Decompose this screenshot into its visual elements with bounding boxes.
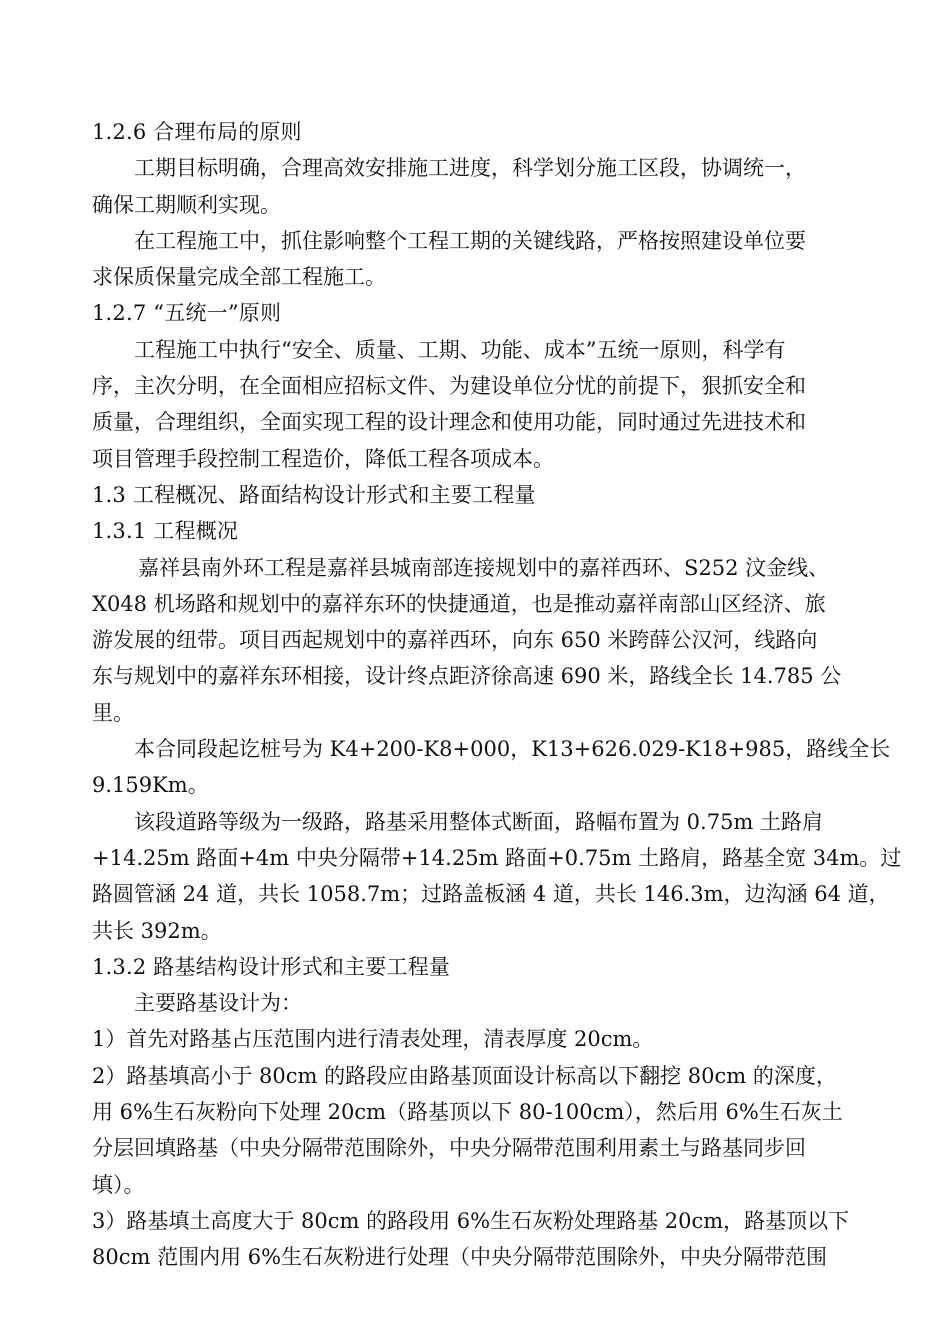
section-heading-1-3: 1.3 工程概况、路面结构设计形式和主要工程量 — [92, 482, 536, 507]
paragraph-line: 路圆管涵 24 道，共长 1058.7m；过路盖板涵 4 道，共长 146.3m，边沟涵 64 道， — [92, 882, 890, 907]
paragraph-line: 游发展的纽带。项目西起规划中的嘉祥西环，向东 650 米跨薛公汉河，线路向 — [92, 628, 818, 653]
list-item: 2）路基填高小于 80cm 的路段应由路基顶面设计标高以下翻挖 80cm 的深度， — [92, 1063, 837, 1088]
paragraph-line: 项目管理手段控制工程造价，降低工程各项成本。 — [92, 446, 554, 471]
paragraph-line: 确保工期顺利实现。 — [92, 192, 281, 217]
paragraph-line: 序，主次分明，在全面相应招标文件、为建设单位分忧的前提下，狠抓安全和 — [92, 374, 806, 399]
paragraph-line: 填）。 — [92, 1172, 145, 1197]
section-heading-1-2-6: 1.2.6 合理布局的原则 — [92, 120, 302, 144]
paragraph-line: +14.25m 路面+4m 中央分隔带+14.25m 路面+0.75m 土路肩，路基全宽 34m。过 — [92, 845, 902, 870]
paragraph-line: 嘉祥县南外环工程是嘉祥县城南部连接规划中的嘉祥西环、S252 汶金线、 — [138, 555, 830, 580]
paragraph-line: 在工程施工中，抓住影响整个工程工期的关键线路，严格按照建设单位要 — [134, 228, 806, 253]
paragraph-line: 本合同段起讫桩号为 K4+200-K8+000，K13+626.029-K18+985，路线全长 — [134, 737, 891, 762]
paragraph-line: X048 机场路和规划中的嘉祥东环的快捷通道，也是推动嘉祥南部山区经济、旅 — [92, 591, 826, 616]
paragraph-line: 东与规划中的嘉祥东环相接，设计终点距济徐高速 690 米，路线全长 14.785 公 — [92, 664, 842, 689]
section-heading-1-2-7: 1.2.7 “五统一”原则 — [92, 301, 282, 326]
paragraph-line: 80cm 范围内用 6%生石灰粉进行处理（中央分隔带范围除外，中央分隔带范围 — [92, 1245, 828, 1270]
document-page — [92, 114, 902, 1276]
paragraph-line: 9.159Km。 — [92, 773, 209, 798]
list-item: 3）路基填土高度大于 80cm 的路段用 6%生石灰粉处理路基 20cm，路基顶以下 — [92, 1208, 850, 1233]
paragraph-line: 用 6%生石灰粉向下处理 20cm（路基顶以下 80-100cm），然后用 6%生石灰土 — [92, 1100, 843, 1125]
paragraph-line: 求保质保量完成全部工程施工。 — [92, 265, 386, 290]
list-item: 1）首先对路基占压范围内进行清表处理，清表厚度 20cm。 — [92, 1027, 654, 1052]
paragraph-line: 主要路基设计为： — [134, 991, 302, 1016]
paragraph-line: 工期目标明确，合理高效安排施工进度，科学划分施工区段，协调统一， — [134, 156, 806, 181]
section-heading-1-3-2: 1.3.2 路基结构设计形式和主要工程量 — [92, 954, 451, 979]
paragraph-line: 工程施工中执行“安全、质量、工期、功能、成本”五统一原则，科学有 — [134, 337, 786, 362]
paragraph-line: 质量，合理组织，全面实现工程的设计理念和使用功能，同时通过先进技术和 — [92, 410, 806, 435]
section-heading-1-3-1: 1.3.1 工程概况 — [92, 519, 239, 544]
paragraph-line: 分层回填路基（中央分隔带范围除外，中央分隔带范围利用素土与路基同步回 — [92, 1136, 806, 1161]
paragraph-line: 共长 392m。 — [92, 918, 222, 943]
paragraph-line: 里。 — [92, 700, 134, 725]
paragraph-line: 该段道路等级为一级路，路基采用整体式断面，路幅布置为 0.75m 土路肩 — [134, 809, 824, 834]
